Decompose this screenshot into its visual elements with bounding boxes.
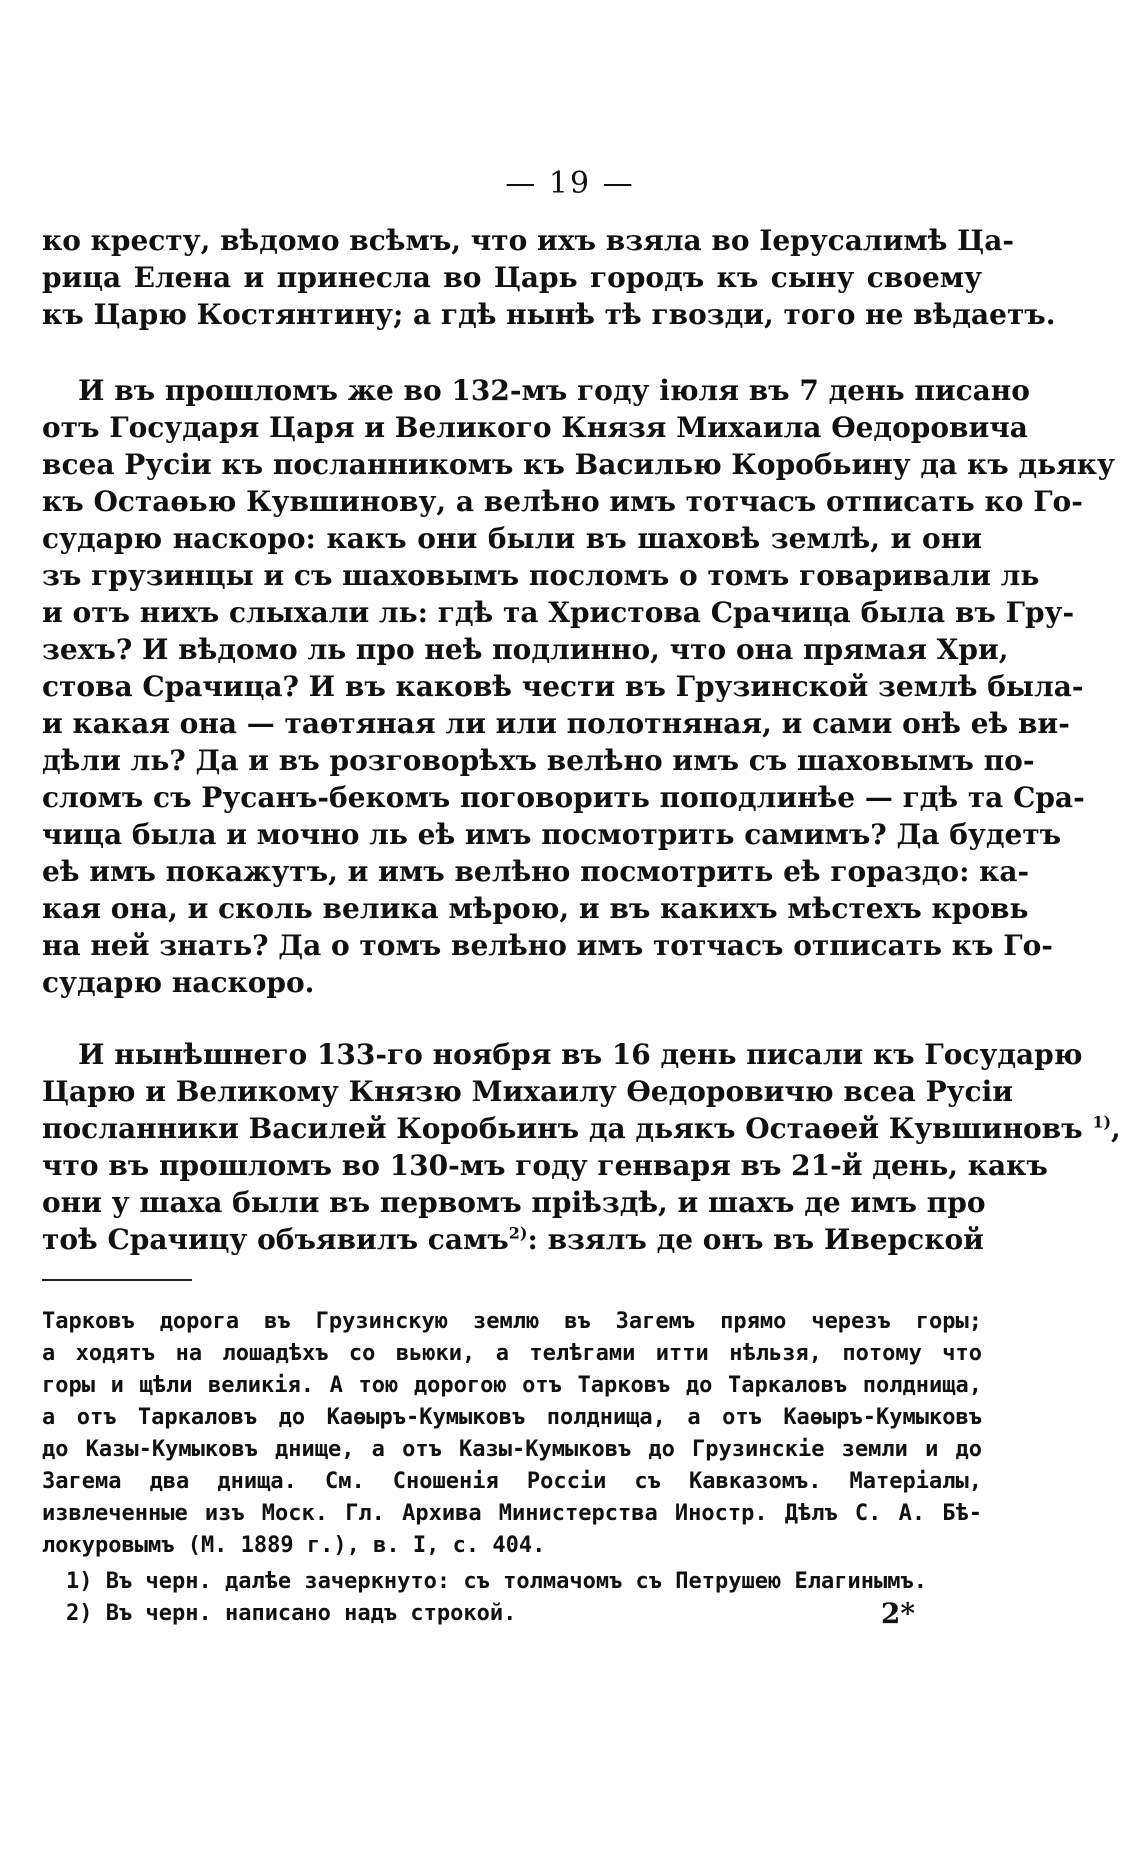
text-line: И нынѣшнего 133-го ноября въ 16 день писали къ Государю bbox=[78, 1038, 1083, 1071]
text-segment: посланники Василей Коробьинъ да дьякъ Остаѳей Кувшиновъ bbox=[42, 1112, 1083, 1145]
text-line: что въ прошломъ во 130-мъ году генваря въ 21-й день, какъ bbox=[42, 1149, 1048, 1182]
text-line: дѣли ль? Да и въ розговорѣхъ велѣно имъ съ шаховымъ по- bbox=[42, 744, 1035, 777]
paragraph-3 bbox=[42, 1036, 1121, 1258]
text-line: и какая она — таѳтяная ли или полотняная, и сами онѣ еѣ ви- bbox=[42, 707, 1070, 740]
text-line: кая она, и сколь велика мѣрою, и въ какихъ мѣстехъ кровь bbox=[42, 892, 1029, 925]
footnote-ref-1: 1) bbox=[1092, 1112, 1112, 1132]
text-line: къ Царю Костянтину; а гдѣ нынѣ тѣ гвозди, того не вѣдаетъ. bbox=[42, 298, 1056, 331]
footnote-2 bbox=[42, 1598, 982, 1630]
footnote-mark: 1) bbox=[66, 1569, 93, 1594]
footnote-mark: 2) bbox=[66, 1601, 93, 1626]
footnote-divider bbox=[42, 1279, 192, 1281]
text-line: всеа Русіи къ посланникомъ къ Василью Коробьину да къ дьяку bbox=[42, 448, 1115, 481]
note-line: локуровымъ (М. 1889 г.), в. I, с. 404. bbox=[42, 1533, 546, 1558]
note-line: Загема два днища. См. Сношенія Россіи съ Кавказомъ. Матеріалы, bbox=[42, 1469, 982, 1494]
text-line: посланники Василей Коробьинъ да дьякъ Остаѳей Кувшиновъ $^{1)}$, bbox=[42, 1112, 1121, 1145]
text-line: къ Остаѳью Кувшинову, а велѣно имъ тотчасъ отписать ко Го- bbox=[42, 485, 1083, 518]
signature-mark: 2* bbox=[880, 1597, 915, 1630]
note-line: извлеченные изъ Моск. Гл. Архива Министерства Иностр. Дѣлъ С. А. Бѣ- bbox=[42, 1501, 982, 1526]
note-line: а отъ Таркаловъ до Каѳыръ-Кумыковъ полднища, а отъ Каѳыръ-Кумыковъ bbox=[42, 1405, 982, 1430]
note-line: до Казы-Кумыковъ днище, а отъ Казы-Кумыковъ до Грузинскіе земли и до bbox=[42, 1437, 982, 1462]
note-line: горы и щѣли великія. А тою дорогою отъ Тарковъ до Таркаловъ полднища, bbox=[42, 1373, 982, 1398]
text-segment: тоѣ Срачицу объявилъ самъ bbox=[42, 1223, 509, 1256]
footnotes bbox=[42, 1566, 982, 1630]
text-line: они у шаха были въ первомъ пріѣздѣ, и шахъ де имъ про bbox=[42, 1186, 986, 1219]
text-segment: : взялъ де онъ въ Иверской bbox=[527, 1223, 984, 1256]
text-line: сударю наскоро. bbox=[42, 966, 315, 999]
footnote-ref-2: 2) bbox=[508, 1223, 528, 1243]
paragraph-2 bbox=[42, 372, 1115, 1001]
text-line: стова Срачица? И въ каковѣ чести въ Грузинской землѣ была- bbox=[42, 670, 1084, 703]
text-line: зъ грузинцы и съ шаховымъ посломъ о томъ говаривали ль bbox=[42, 559, 1040, 592]
text-line: сударю наскоро: какъ они были въ шаховѣ землѣ, и они bbox=[42, 522, 982, 555]
text-line: ко кресту, вѣдомо всѣмъ, что ихъ взяла во Іерусалимѣ Ца- bbox=[42, 224, 1014, 257]
text-line: зехъ? И вѣдомо ль про неѣ подлинно, что она прямая Хри, bbox=[42, 633, 1009, 666]
text-line bbox=[42, 1221, 982, 1258]
footnote-text: Въ черн. далѣе зачеркнуто: съ толмачомъ съ Петрушею Елагинымъ. bbox=[105, 1569, 927, 1594]
paragraph-1 bbox=[42, 222, 1056, 333]
text-line: рица Елена и принесла во Царь городъ къ сыну своему bbox=[42, 261, 982, 294]
text-line: на ней знать? Да о томъ велѣно имъ тотчасъ отписать къ Го- bbox=[42, 929, 1053, 962]
note-line: а ходятъ на лошадѣхъ со вьюки, а телѣгами итти нѣльзя, потому что bbox=[42, 1341, 982, 1366]
text-line: еѣ имъ покажутъ, и имъ велѣно посмотрить еѣ гораздо: ка- bbox=[42, 855, 1030, 888]
text-line: Царю и Великому Князю Михаилу Ѳедоровичю всеа Русіи bbox=[42, 1075, 1014, 1108]
text-line: чица была и мочно ль еѣ имъ посмотрить самимъ? Да будетъ bbox=[42, 818, 1062, 851]
text-line: и отъ нихъ слыхали ль: гдѣ та Христова Срачица была въ Гру- bbox=[42, 596, 1075, 629]
text-line: И въ прошломъ же во 132-мъ году іюля въ 7 день писано bbox=[78, 374, 1030, 407]
note-line: Тарковъ дорога въ Грузинскую землю въ Загемъ прямо черезъ горы; bbox=[42, 1309, 982, 1334]
text-line: сломъ съ Русанъ-бекомъ поговорить поподлинѣе — гдѣ та Сра- bbox=[42, 781, 1085, 814]
footnote-1 bbox=[42, 1566, 982, 1598]
footnote-text: Въ черн. написано надъ строкой. bbox=[105, 1601, 517, 1626]
source-note bbox=[42, 1306, 982, 1562]
page-number: — 19 — bbox=[505, 166, 635, 201]
text-line: отъ Государя Царя и Великого Князя Михаила Ѳедоровича bbox=[42, 411, 1028, 444]
